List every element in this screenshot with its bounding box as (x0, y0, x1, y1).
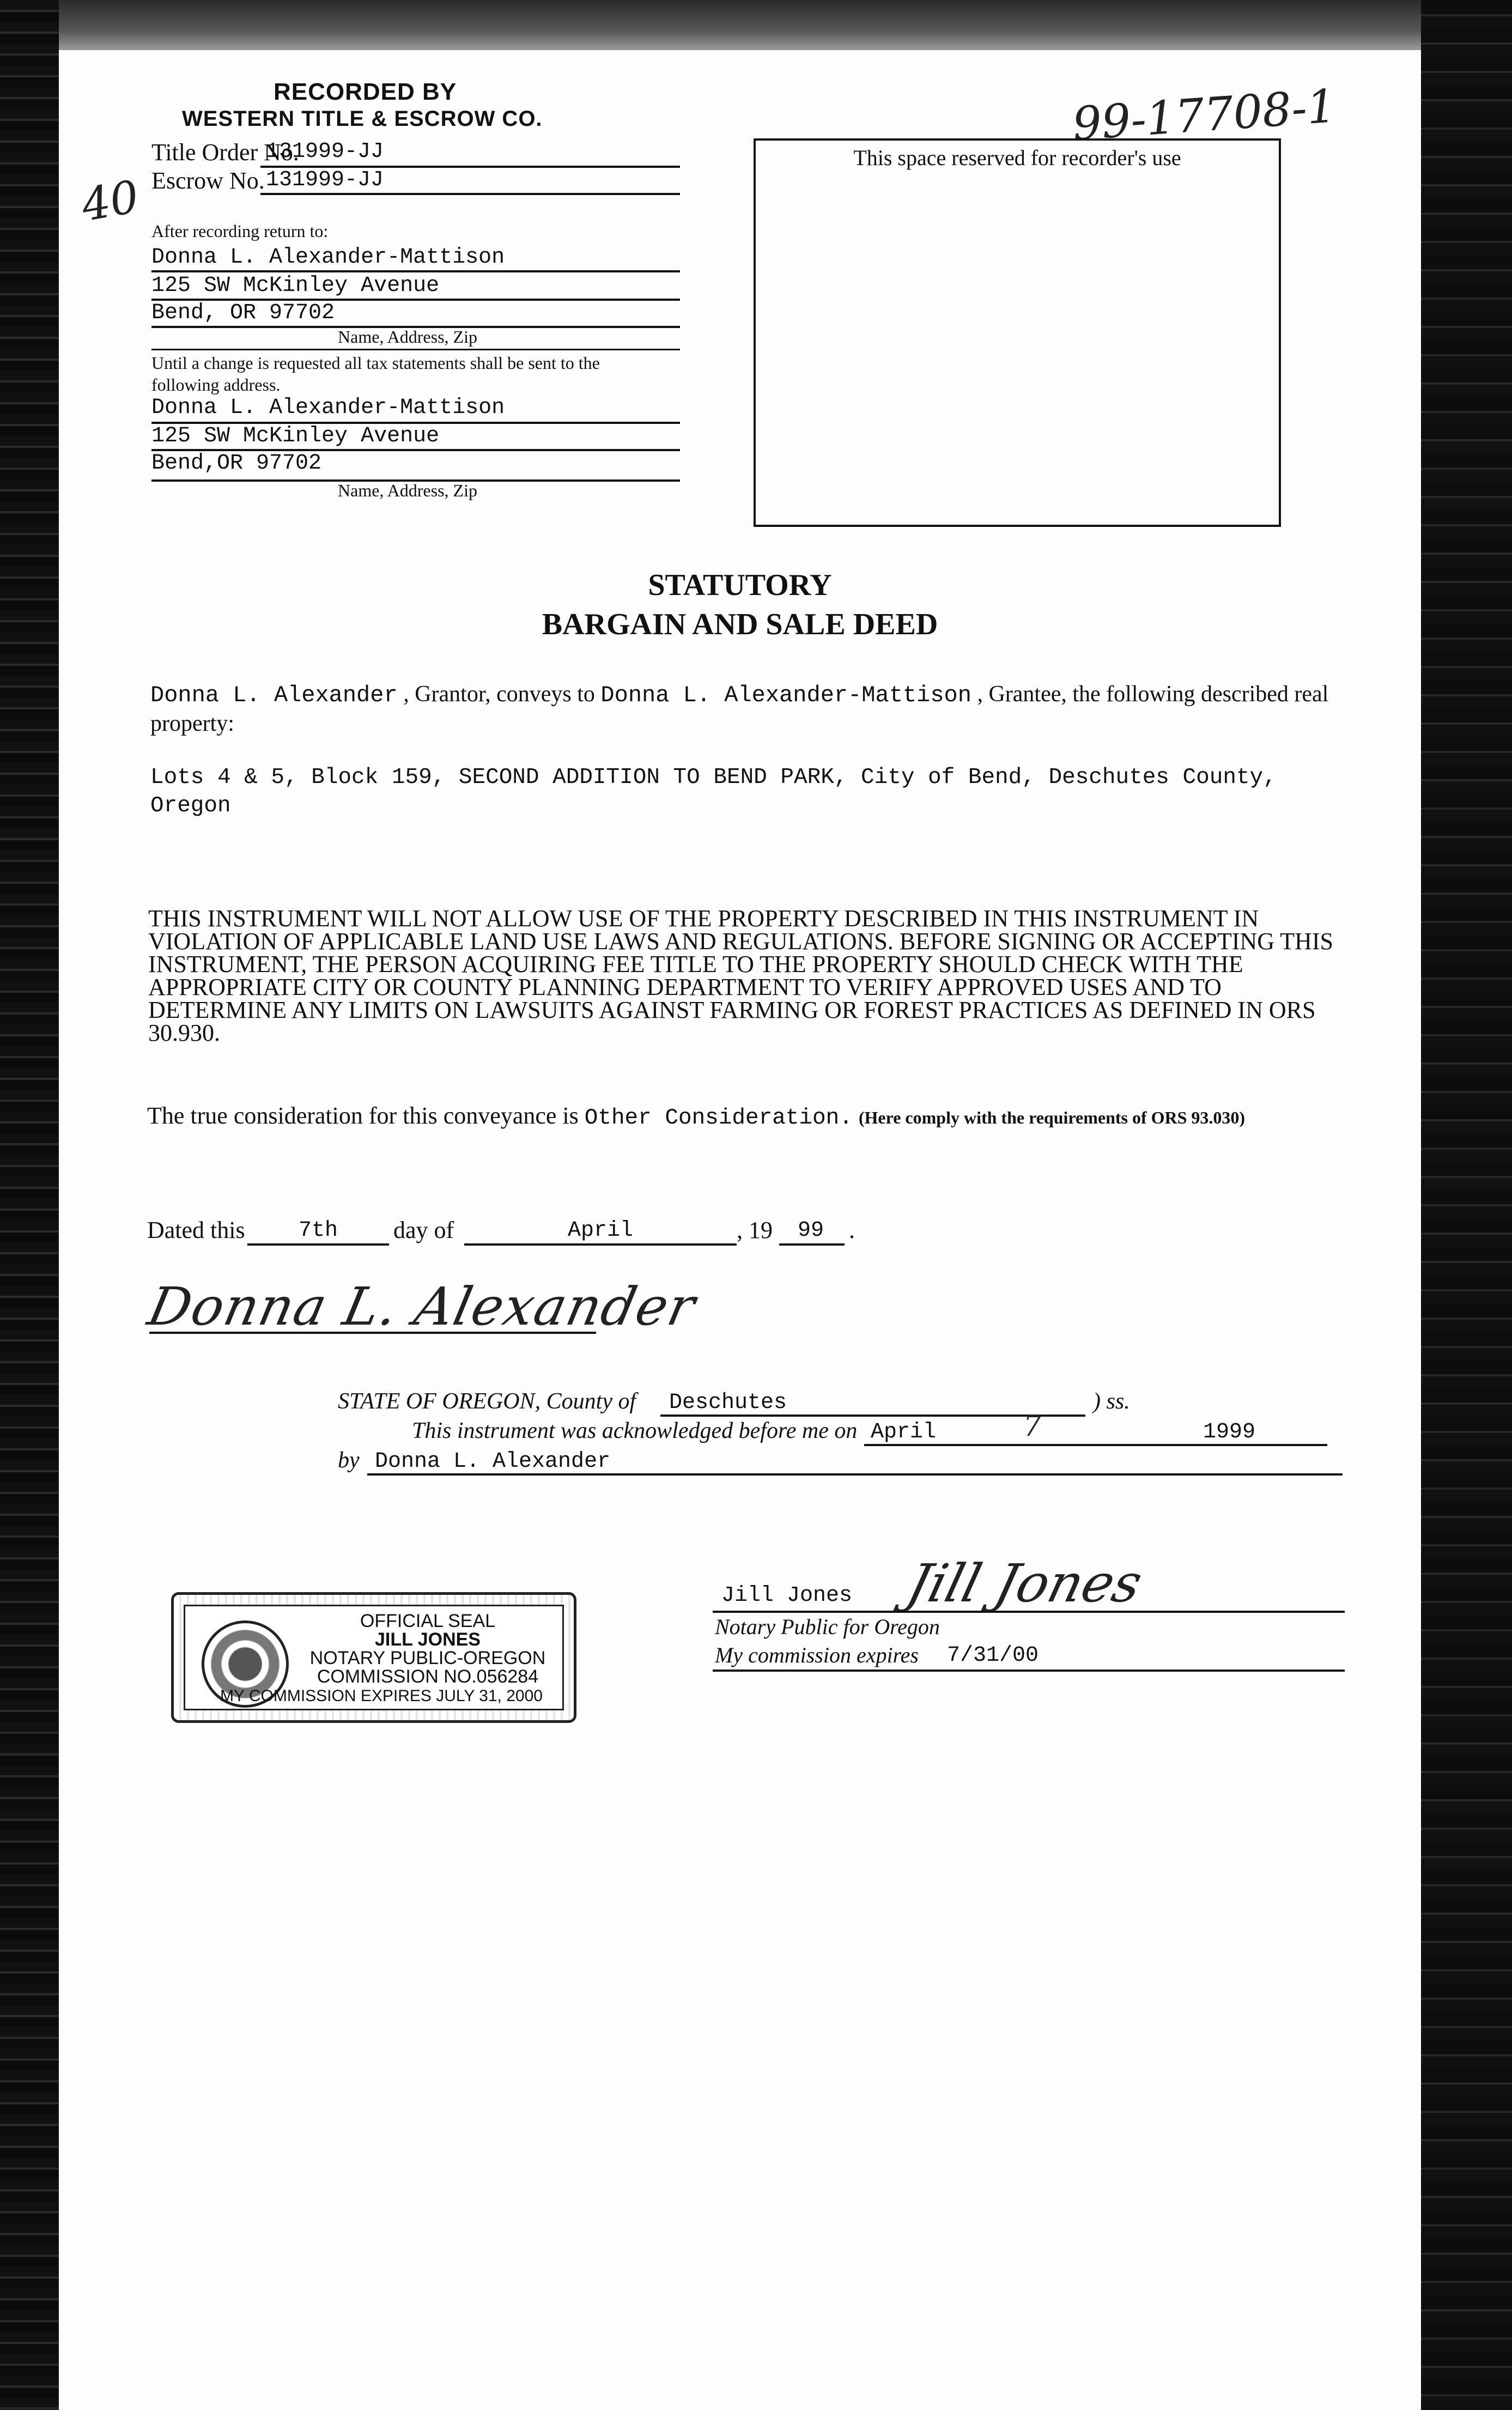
ack-day: 7 (1023, 1410, 1042, 1443)
warning-line3: INSTRUMENT, THE PERSON ACQUIRING FEE TITLE TO THE PROPERTY SHOULD CHECK WITH THE (148, 951, 1243, 978)
return-to-label: After recording return to: (151, 221, 329, 241)
return-to-rule1 (151, 270, 680, 272)
conveyance-text2: , Grantee, the following described real (977, 682, 1329, 707)
dated-label: Dated this (147, 1217, 245, 1243)
scan-edge-right (1421, 0, 1512, 2410)
dated-day-of: day of (393, 1217, 454, 1243)
deed-title-line2: BARGAIN AND SALE DEED (542, 608, 938, 641)
scan-edge-top (0, 0, 1512, 50)
tax-statements-line2: 125 SW McKinley Avenue (151, 424, 440, 448)
return-to-line1: Donna L. Alexander-Mattison (151, 245, 505, 270)
tax-statements-label-line2: following address. (151, 375, 281, 394)
seal-line3: NOTARY PUBLIC-OREGON (309, 1648, 546, 1668)
grantor-signature-rule (149, 1332, 596, 1334)
official-seal-frame (184, 1605, 564, 1710)
dated-month: April (568, 1218, 634, 1243)
ack-county-rule (660, 1415, 1085, 1417)
dated-end: . (849, 1217, 855, 1243)
deed-page (59, 50, 1421, 2410)
consideration-text: The true consideration for this conveyance is (147, 1102, 579, 1129)
seal-line5: MY COMMISSION EXPIRES JULY 31, 2000 (220, 1687, 543, 1705)
title-order-label: Title Order No. (151, 139, 299, 166)
ack-ss: ) ss. (1093, 1389, 1130, 1414)
legal-description-line1: Lots 4 & 5, Block 159, SECOND ADDITION TO BEND PARK, City of Bend, Deschutes County, (150, 765, 1277, 790)
dated-year: 99 (798, 1218, 824, 1243)
ack-county: Deschutes (669, 1391, 787, 1415)
grantor-name: Donna L. Alexander (150, 682, 398, 708)
notary-commission-value: 7/31/00 (947, 1643, 1039, 1668)
seal-line2: JILL JONES (375, 1629, 481, 1650)
return-to-line2: 125 SW McKinley Avenue (151, 274, 440, 298)
deed-title-line1: STATUTORY (648, 568, 832, 602)
warning-line6: 30.930. (148, 1019, 220, 1046)
consideration-note: (Here comply with the requirements of ORS 93.030) (858, 1108, 1246, 1127)
scan-edge-left (0, 0, 59, 2410)
notary-signature: Jill Jones (901, 1553, 1149, 1614)
notary-commission-rule (713, 1670, 1345, 1672)
ack-by-name: Donna L. Alexander (375, 1449, 611, 1474)
seal-line4: COMMISSION NO.056284 (317, 1666, 539, 1687)
tax-statements-caption: Name, Address, Zip (338, 481, 477, 500)
grantor-signature: Donna L. Alexander (143, 1276, 702, 1337)
ack-month: April (871, 1420, 937, 1444)
conveyance-text1: , Grantor, conveys to (403, 682, 595, 707)
return-to-line3: Bend, OR 97702 (151, 301, 335, 325)
recorded-by-stamp-line1: RECORDED BY (274, 78, 457, 105)
dated-year-rule (779, 1243, 845, 1246)
recorder-box-label: This space reserved for recorder's use (853, 145, 1181, 170)
conveyance-text3: property: (150, 711, 234, 736)
ack-by-rule (367, 1473, 1343, 1476)
notary-public-label: Notary Public for Oregon (715, 1614, 940, 1639)
ack-by-label: by (338, 1448, 360, 1473)
notary-name: Jill Jones (721, 1583, 853, 1608)
tax-statements-line1: Donna L. Alexander-Mattison (151, 396, 505, 420)
dated-day: 7th (299, 1218, 338, 1243)
escrow-value: 131999-JJ (266, 168, 384, 192)
recorder-use-box (754, 138, 1281, 527)
escrow-rule (260, 193, 680, 195)
tax-statements-label-line1: Until a change is requested all tax statements shall be sent to the (151, 353, 600, 373)
notary-signature-rule (713, 1611, 1345, 1613)
dated-month-rule (464, 1243, 737, 1246)
grantee-name: Donna L. Alexander-Mattison (600, 682, 971, 708)
official-seal-stamp (171, 1592, 576, 1723)
ack-text: This instrument was acknowledged before me on (412, 1418, 858, 1443)
warning-line2: VIOLATION OF APPLICABLE LAND USE LAWS AND REGULATIONS. BEFORE SIGNING OR ACCEPTING THIS (148, 928, 1333, 955)
recorded-by-stamp-line2: WESTERN TITLE & ESCROW CO. (182, 107, 543, 131)
margin-mark: 40 (77, 171, 143, 232)
return-to-rule4 (151, 349, 680, 350)
warning-line5: DETERMINE ANY LIMITS ON LAWSUITS AGAINST FARMING OR FOREST PRACTICES AS DEFINED IN ORS (148, 997, 1316, 1023)
legal-description-line2: Oregon (150, 793, 231, 818)
consideration-sentence (147, 1102, 1245, 1131)
ack-date-rule (864, 1444, 1327, 1446)
tax-statements-line3: Bend,OR 97702 (151, 451, 322, 476)
notary-commission-label: My commission expires (715, 1643, 919, 1667)
warning-line1: THIS INSTRUMENT WILL NOT ALLOW USE OF THE PROPERTY DESCRIBED IN THIS INSTRUMENT IN (148, 905, 1259, 932)
dated-year-prefix: , 19 (737, 1217, 773, 1243)
ack-year: 1999 (1203, 1420, 1256, 1444)
dated-day-rule (247, 1243, 389, 1246)
ack-state-label: STATE OF OREGON, County of (338, 1389, 636, 1414)
consideration-value: Other Consideration. (584, 1106, 853, 1131)
recording-number: 99-17708-1 (1071, 79, 1338, 151)
escrow-label: Escrow No. (151, 167, 265, 194)
conveyance-sentence (150, 681, 1328, 708)
title-order-value: 131999-JJ (266, 139, 384, 164)
warning-line4: APPROPRIATE CITY OR COUNTY PLANNING DEPARTMENT TO VERIFY APPROVED USES AND TO (148, 974, 1222, 1000)
return-to-caption: Name, Address, Zip (338, 327, 477, 347)
seal-line1: OFFICIAL SEAL (360, 1611, 496, 1631)
